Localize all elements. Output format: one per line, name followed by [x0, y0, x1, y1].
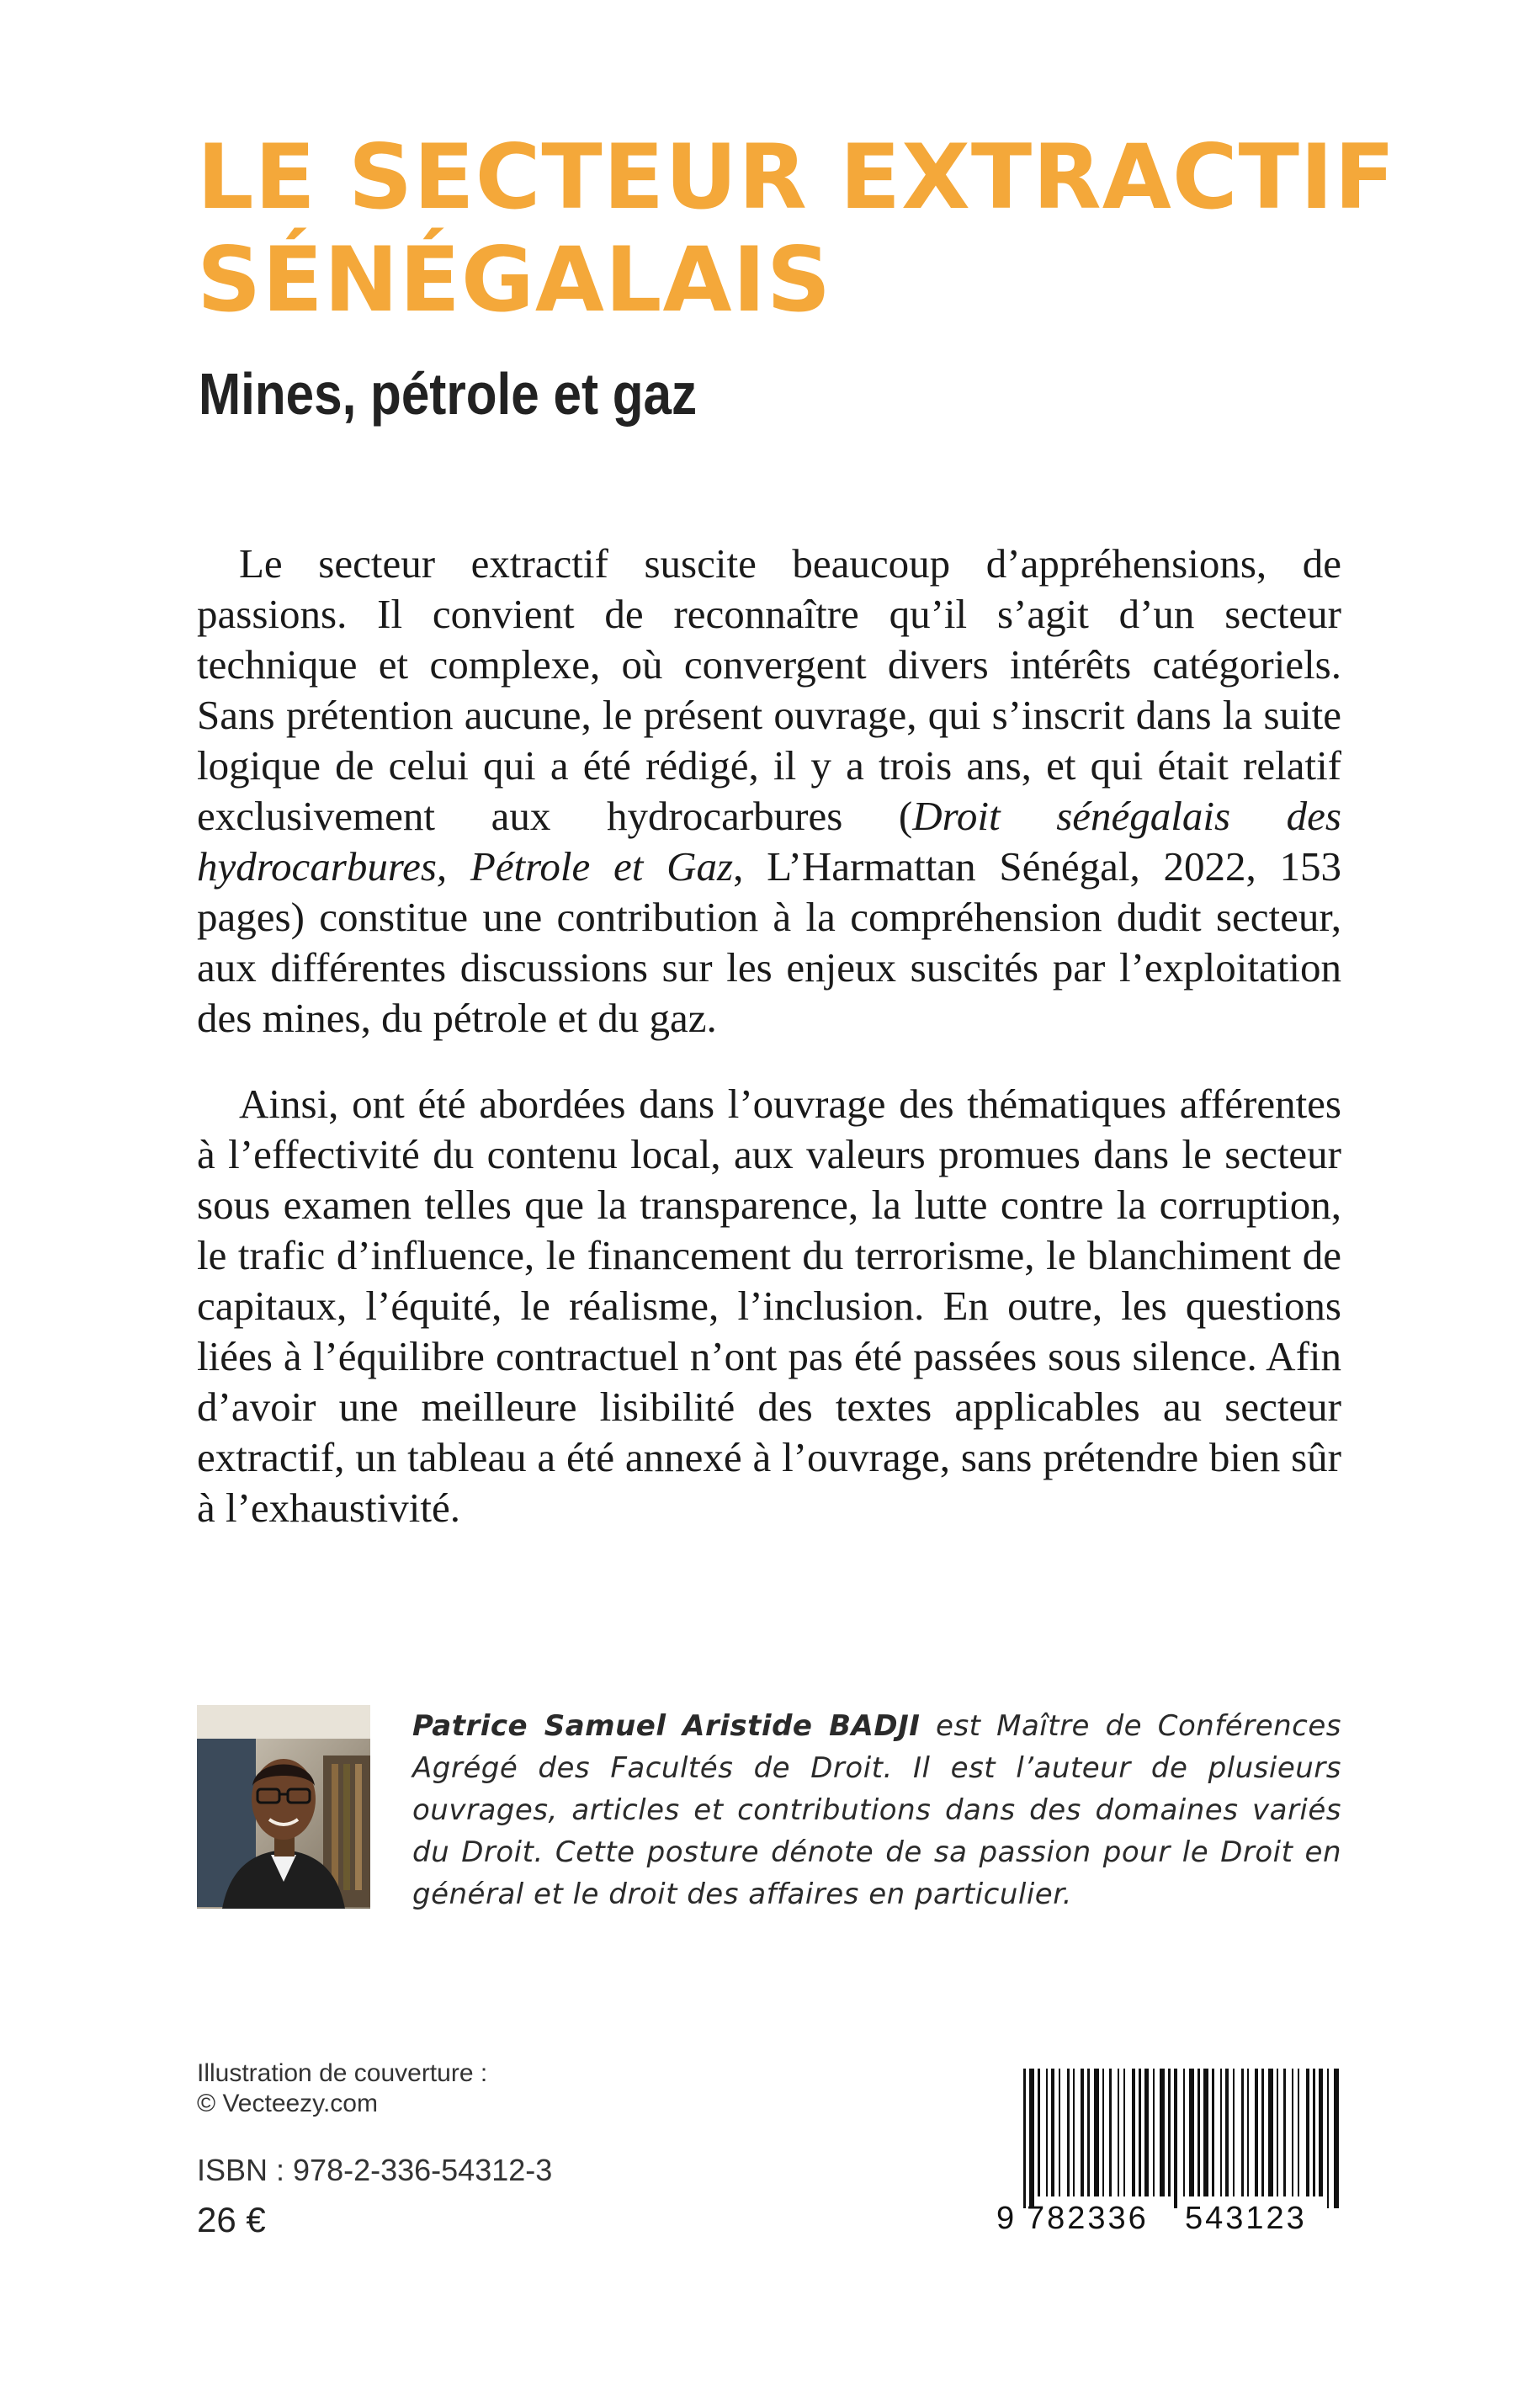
cited-book-title: Droit sénégalais des hydrocarbures, Pétrole et Gaz — [197, 793, 1342, 890]
blurb-paragraph-2: Ainsi, ont été abordées dans l’ouvrage des thématiques afférentes à l’effectivité du contenu local, aux valeurs promues dans le secteur sous examen telles que la transparence, la lutte contre la corruption, le trafic d’influence, le financement du terrorisme, le blanchiment de capitaux, l’équité, le réalisme, l’inclusion. En outre, les questions liées à l’équilibre contractuel n’ont pas été passées sous silence. Afin d’avoir une meilleure lisibilité des textes applicables au secteur extractif, un tableau a été annexé à l’ouvrage, sans prétendre bien sûr à l’exhaustivité. — [197, 1081, 1341, 1531]
illustration-credit-source: © Vecteezy.com — [197, 2090, 378, 2117]
barcode-bar — [1283, 2069, 1286, 2196]
barcode-bar — [1160, 2069, 1165, 2196]
barcode-bar — [1220, 2069, 1222, 2196]
barcode-bar — [1212, 2069, 1214, 2196]
barcode-bar — [1247, 2069, 1249, 2196]
barcode-bar — [1189, 2069, 1194, 2196]
barcode-bar — [1261, 2069, 1264, 2196]
cover-credits — [197, 2058, 487, 2119]
barcode-bar — [1087, 2069, 1090, 2196]
barcode-bar — [1139, 2069, 1141, 2196]
author-biography — [412, 1705, 1341, 1915]
barcode-digits-group-1: 782336 — [1027, 2201, 1149, 2234]
barcode-bar — [1277, 2069, 1278, 2196]
barcode-bar — [1313, 2069, 1315, 2196]
barcode-digit-lead: 9 — [996, 2201, 1015, 2234]
barcode-bar — [1255, 2069, 1258, 2196]
barcode-bar — [1109, 2069, 1112, 2196]
barcode-bar — [1023, 2069, 1026, 2208]
barcode-bar — [1241, 2069, 1244, 2196]
barcode-digits-group-2: 543123 — [1185, 2201, 1307, 2234]
author-name: Patrice Samuel Aristide BADJI — [412, 1709, 921, 1743]
book-subtitle: Mines, pétrole et gaz — [199, 361, 698, 427]
barcode-bar — [1183, 2069, 1185, 2196]
barcode-bar — [1225, 2069, 1229, 2196]
barcode-bar — [1174, 2069, 1177, 2208]
book-title — [197, 126, 1417, 332]
barcode-bar — [1051, 2069, 1054, 2196]
barcode-bar — [1029, 2069, 1034, 2208]
barcode-bar — [1038, 2069, 1040, 2196]
barcode-bar — [1203, 2069, 1208, 2196]
book-title-line-2: SÉNÉGALAIS — [197, 228, 832, 332]
illustration-credit-label: Illustration de couverture : — [197, 2059, 488, 2087]
back-cover-blurb — [197, 539, 1341, 1569]
barcode-bar — [1067, 2069, 1070, 2196]
price: 26 € — [197, 2200, 266, 2239]
author-photo — [197, 1705, 370, 1909]
barcode-bar — [1319, 2069, 1323, 2196]
barcode-bar — [1292, 2069, 1293, 2196]
barcode-bar — [1059, 2069, 1060, 2196]
barcode-bar — [1298, 2069, 1299, 2196]
barcode-bar — [1081, 2069, 1084, 2196]
book-title-line-1: LE SECTEUR EXTRACTIF — [197, 125, 1396, 229]
isbn-barcode — [990, 2065, 1343, 2234]
barcode-bar — [1168, 2069, 1171, 2196]
barcode-bar — [1123, 2069, 1125, 2196]
barcode-bar — [1144, 2069, 1149, 2196]
author-bio-text: est Maître de Conférences Agrégé des Facultés de Droit. Il est l’auteur de plusieurs ouvrages, articles et contributions dans des domaines variés du Droit. Cette posture dénote de sa passion pour le Droit en général et le droit des affaires en particulier. — [412, 1709, 1341, 1911]
blurb-paragraph-1: Le secteur extractif suscite beaucoup d’appréhensions, de passions. Il convient de reconnaître qu’il s’agit d’un secteur technique et complexe, où convergent divers intérêts catégoriels. Sans prétention aucune, le présent ouvrage, qui s’inscrit dans la suite logique de celui qui a été rédigé, il y a trois ans, et qui était relatif exclusivement aux hydrocarbures (Droit sénégalais des hydrocarbures, Pétrole et Gaz, L’Harmattan Sénégal, 2022, 153 pages) constitue une contribution à la compréhension dudit secteur, aux différentes discussions sur les enjeux suscités par l’exploitation des mines, du pétrole et du gaz. — [197, 540, 1342, 1041]
barcode-bar — [1073, 2069, 1075, 2196]
barcode-bar — [1334, 2069, 1339, 2208]
barcode-bar — [1118, 2069, 1119, 2196]
barcode-bar — [1268, 2069, 1273, 2196]
barcode-bar — [1197, 2069, 1200, 2196]
barcode-bar — [1132, 2069, 1135, 2196]
barcode-bar — [1233, 2069, 1235, 2196]
barcode-bar — [1102, 2069, 1104, 2196]
isbn-number: ISBN : 978-2-336-54312-3 — [197, 2153, 553, 2187]
barcode-bar — [1153, 2069, 1155, 2196]
barcode-bar — [1306, 2069, 1309, 2196]
barcode-bar — [1327, 2069, 1329, 2208]
barcode-bar — [1094, 2069, 1099, 2196]
barcode-bar — [1046, 2069, 1048, 2196]
